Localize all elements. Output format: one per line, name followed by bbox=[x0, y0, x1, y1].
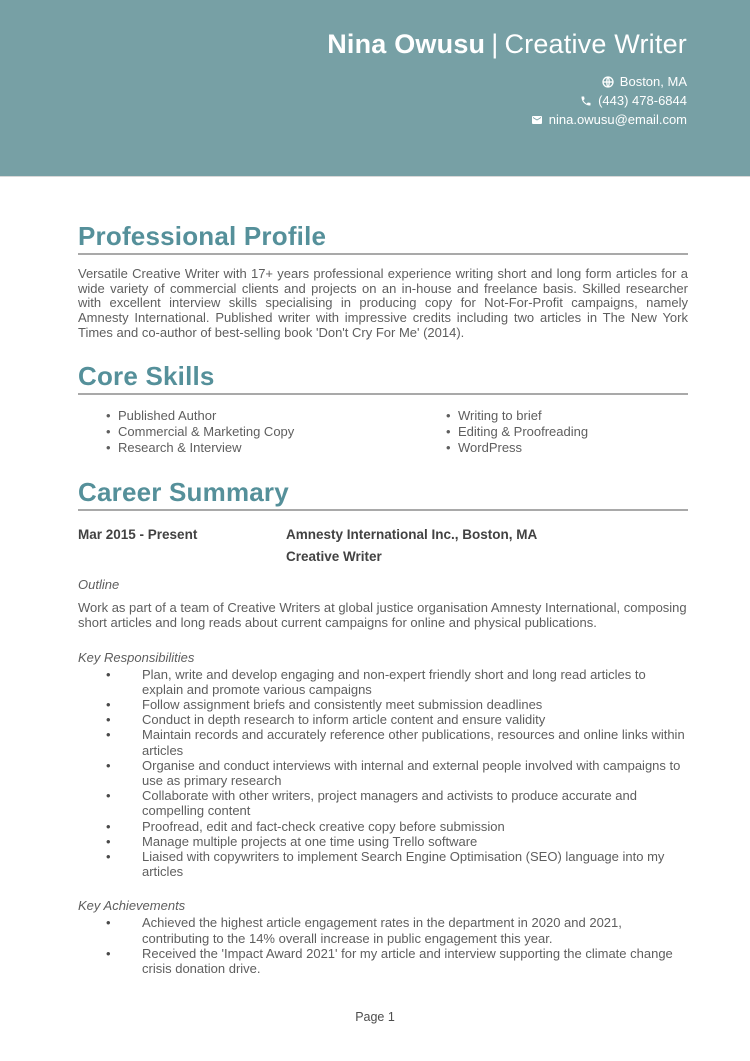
job-company-block bbox=[286, 527, 688, 564]
skills-grid bbox=[78, 408, 688, 456]
header-banner bbox=[0, 0, 750, 176]
skill-item: • Editing & Proofreading bbox=[418, 424, 688, 440]
career-summary-heading: Career Summary bbox=[78, 478, 688, 511]
professional-profile-heading: Professional Profile bbox=[78, 222, 688, 255]
skills-column-2 bbox=[418, 408, 688, 456]
contact-phone-row bbox=[0, 91, 687, 110]
envelope-icon bbox=[531, 114, 543, 126]
contact-email: nina.owusu@email.com bbox=[548, 112, 687, 127]
contact-location-row bbox=[0, 72, 687, 91]
skills-column-1 bbox=[78, 408, 418, 456]
skill-item: • Commercial & Marketing Copy bbox=[78, 424, 418, 440]
contact-email-row bbox=[0, 110, 687, 129]
name-title-separator: | bbox=[491, 29, 499, 59]
responsibility-item: • Liaised with copywriters to implement Search Engine Optimisation (SEO) language into my articles bbox=[78, 849, 688, 879]
key-achievements-label: Key Achievements bbox=[78, 898, 186, 914]
section-core-skills bbox=[78, 362, 688, 456]
responsibility-item: • Plan, write and develop engaging and non-expert friendly short and long read articles to explain and promote various campaigns bbox=[78, 667, 688, 697]
achievements-list bbox=[78, 915, 688, 976]
globe-icon bbox=[602, 76, 614, 88]
achievement-item: • Achieved the highest article engagement rates in the department in 2020 and 2021, contributing to the 14% overall increase in public engagement this year. bbox=[78, 915, 688, 945]
responsibility-item: • Proofread, edit and fact-check creative copy before submission bbox=[78, 819, 688, 834]
job-company-name: Amnesty International Inc., Boston, MA bbox=[286, 526, 538, 542]
contact-location: Boston, MA bbox=[619, 74, 687, 89]
responsibility-item: • Organise and conduct interviews with internal and external people involved with campaigns to use as primary research bbox=[78, 758, 688, 788]
contact-block bbox=[0, 72, 687, 129]
skill-item: • Writing to brief bbox=[418, 408, 688, 424]
job-header bbox=[78, 527, 688, 564]
skill-item: • WordPress bbox=[418, 440, 688, 456]
job-role-title: Creative Writer bbox=[286, 548, 382, 564]
candidate-job-title: Creative Writer bbox=[504, 29, 687, 59]
section-professional-profile bbox=[78, 222, 688, 341]
skill-item: • Research & Interview bbox=[78, 440, 418, 456]
candidate-name: Nina Owusu bbox=[327, 29, 486, 59]
page-footer bbox=[0, 1010, 750, 1061]
achievement-item: • Received the 'Impact Award 2021' for my article and interview supporting the climate change crisis donation drive. bbox=[78, 946, 688, 976]
contact-phone: (443) 478-6844 bbox=[598, 93, 687, 108]
responsibility-item: • Collaborate with other writers, project managers and activists to produce accurate and compelling content bbox=[78, 788, 688, 818]
responsibility-item: • Maintain records and accurately reference other publications, resources and online links within articles bbox=[78, 727, 688, 757]
outline-label: Outline bbox=[78, 576, 120, 592]
skill-item: • Published Author bbox=[78, 408, 418, 424]
responsibility-item: • Follow assignment briefs and consistently meet submission deadlines bbox=[78, 697, 688, 712]
responsibilities-list bbox=[78, 667, 688, 880]
section-career-summary bbox=[78, 478, 688, 977]
key-responsibilities-label: Key Responsibilities bbox=[78, 649, 195, 665]
phone-icon bbox=[580, 95, 592, 107]
name-title-line bbox=[0, 27, 687, 61]
outline-text: Work as part of a team of Creative Writers at global justice organisation Amnesty International, composing short articles and long reads about current campaigns for online and physical publications. bbox=[78, 599, 687, 630]
page-number-label: Page 1 bbox=[355, 1010, 395, 1024]
job-dates: Mar 2015 - Present bbox=[78, 526, 198, 542]
professional-profile-text: Versatile Creative Writer with 17+ years professional experience writing short and long form articles for a wide variety of commercial clients and projects on an in-house and freelance basis. Skilled researcher with excellent interview skills specialising in producing copy for Not-For-Profit campaigns, namely Amnesty International. Published writer with impressive credits including two articles in The New York Times and co-author of best-selling book 'Don't Cry For Me' (2014). bbox=[78, 266, 688, 340]
resume-body bbox=[0, 176, 750, 976]
responsibility-item: • Manage multiple projects at one time using Trello software bbox=[78, 834, 688, 849]
core-skills-heading: Core Skills bbox=[78, 362, 688, 395]
responsibility-item: • Conduct in depth research to inform article content and ensure validity bbox=[78, 712, 688, 727]
